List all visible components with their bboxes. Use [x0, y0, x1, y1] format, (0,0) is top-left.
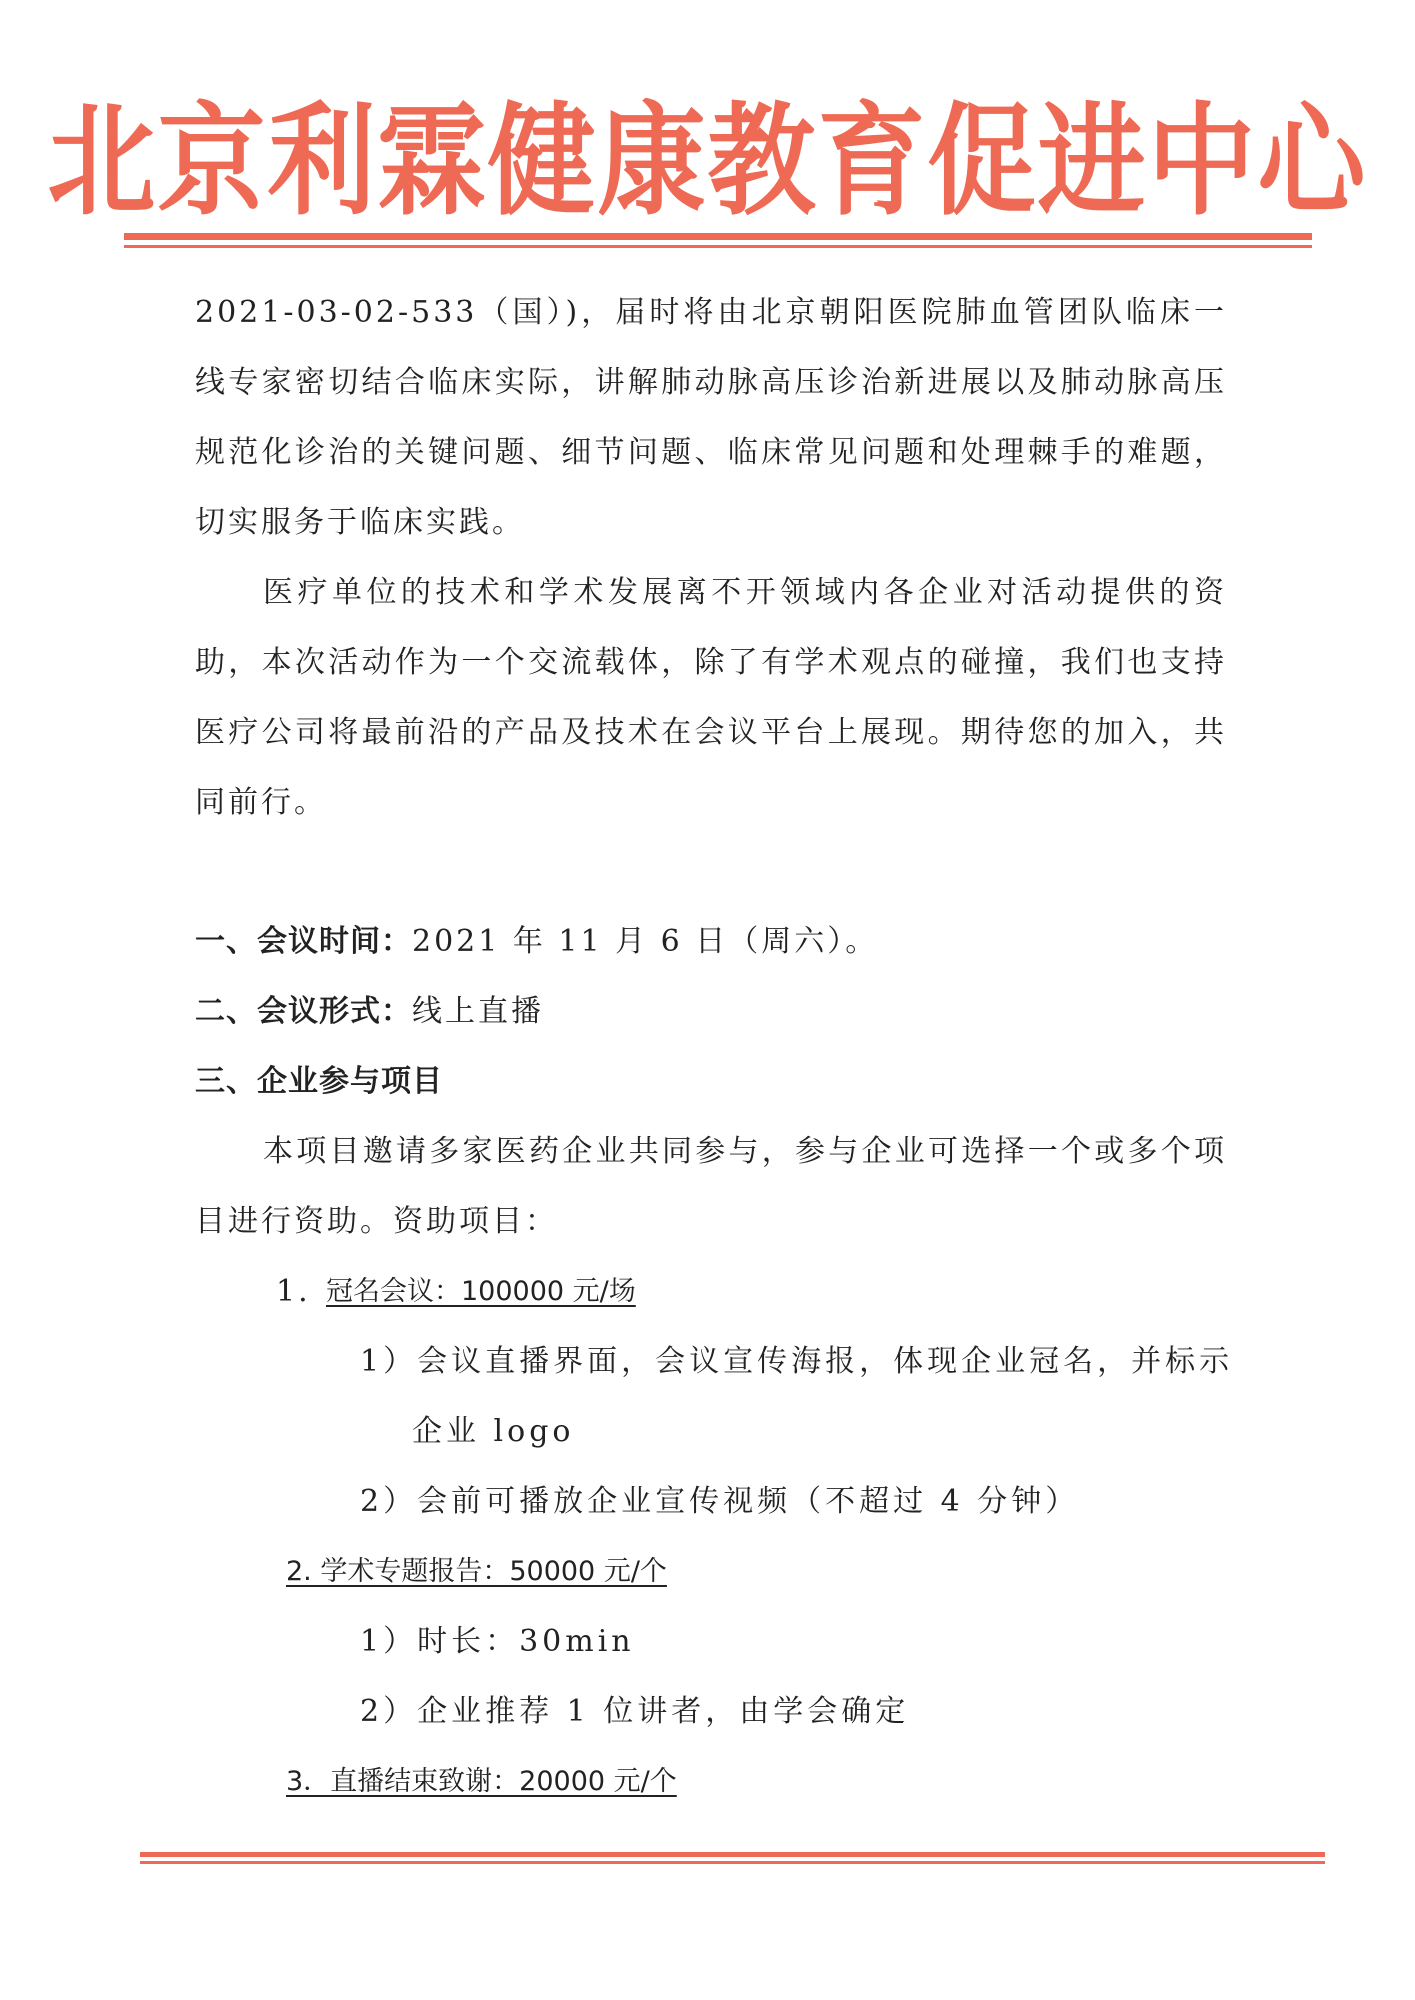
meeting-time-label: 一、会议时间： — [195, 924, 412, 959]
item-2-bullet-2 — [360, 1677, 1228, 1747]
divider-thin-line — [124, 245, 1312, 248]
meeting-time-value: 2021 年 11 月 6 日（周六）。 — [412, 924, 879, 959]
item-1-bullet-2 — [360, 1467, 1228, 1537]
divider-thick-line — [140, 1852, 1325, 1857]
footer-divider — [140, 1852, 1325, 1864]
meeting-format-line — [195, 977, 544, 1047]
item-2-bullet-1 — [360, 1607, 1228, 1677]
participation-heading — [195, 1047, 443, 1117]
meeting-time-line — [195, 907, 878, 977]
item-3-title: 3．直播结束致谢：20000 元/个 — [286, 1766, 677, 1797]
item-2-title: 2. 学术专题报告：50000 元/个 — [286, 1556, 667, 1587]
intro-paragraph-1: 2021-03-02-533（国）)，届时将由北京朝阳医院肺血管团队临床一线专家密切结合临床实际，讲解肺动脉高压诊治新进展以及肺动脉高压规范化诊治的关键问题、细节问题、临床常见问题和处理棘手的难题，切实服务于临床实践。 — [195, 295, 1227, 540]
intro-paragraph-2: 医疗单位的技术和学术发展离不开领域内各企业对活动提供的资助，本次活动作为一个交流载体，除了有学术观点的碰撞，我们也支持医疗公司将最前沿的产品及技术在会议平台上展现。期待您的加入，共同前行。 — [195, 575, 1227, 820]
participation-intro: 本项目邀请多家医药企业共同参与，参与企业可选择一个或多个项目进行资助。资助项目： — [195, 1134, 1227, 1239]
bullet-line: 2）会前可播放企业宣传视频（不超过 4 分钟） — [360, 1484, 1080, 1519]
participation-intro-block — [195, 1117, 1227, 1257]
intro-block — [195, 278, 1227, 838]
letterhead-divider — [124, 233, 1312, 248]
bullet-line: 1）会议直播界面，会议宣传海报，体现企业冠名，并标示 — [360, 1344, 1234, 1379]
item-1-title: 冠名会议：100000 元/场 — [326, 1276, 636, 1307]
meeting-format-label: 二、会议形式： — [195, 994, 412, 1029]
letterhead-title: 北京利霖健康教育促进中心 — [47, 92, 1368, 233]
participation-label: 三、企业参与项目 — [195, 1064, 443, 1099]
divider-thin-line — [140, 1861, 1325, 1864]
item-1-number: 1. — [276, 1274, 311, 1309]
item-1-heading — [276, 1257, 311, 1327]
meeting-format-value: 线上直播 — [412, 994, 544, 1029]
bullet-line: 2）企业推荐 1 位讲者，由学会确定 — [360, 1694, 910, 1729]
bullet-line-continued: 企业 logo — [412, 1414, 575, 1449]
divider-thick-line — [124, 233, 1312, 240]
item-1-bullet-1 — [360, 1327, 1234, 1467]
bullet-line: 1）时长：30min — [360, 1624, 635, 1659]
